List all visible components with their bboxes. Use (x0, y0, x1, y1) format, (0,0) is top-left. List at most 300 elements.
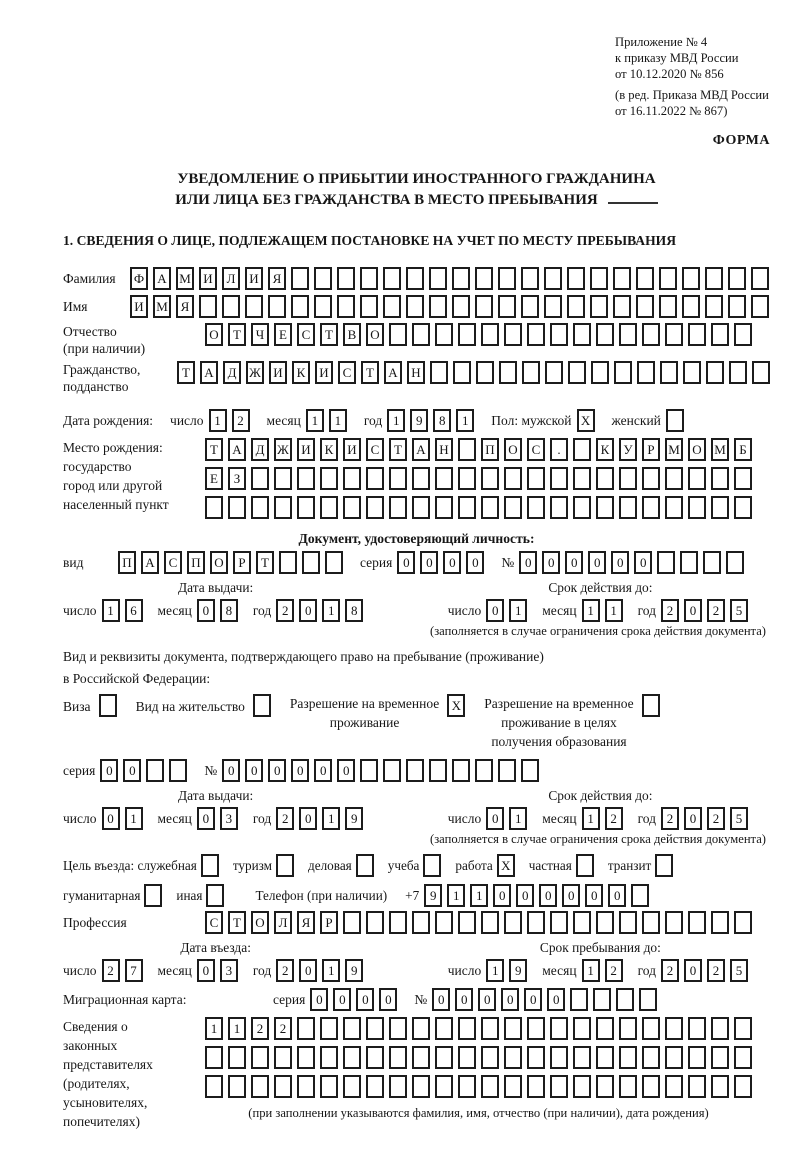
cell-box[interactable] (734, 1075, 752, 1098)
cell-box[interactable] (665, 1017, 683, 1040)
cell-box[interactable]: 0 (299, 807, 317, 830)
cell-box[interactable] (412, 1046, 430, 1069)
cell-box[interactable] (619, 1046, 637, 1069)
cell-box[interactable] (504, 323, 522, 346)
cell-box[interactable]: X (577, 409, 595, 432)
cell-box[interactable] (711, 467, 729, 490)
cell-box[interactable] (642, 911, 660, 934)
cell-box[interactable] (636, 295, 654, 318)
cell-box[interactable]: Т (205, 438, 223, 461)
cell-box[interactable]: А (412, 438, 430, 461)
cell-box[interactable] (430, 361, 448, 384)
cell-box[interactable] (550, 911, 568, 934)
cell-box[interactable]: 0 (684, 959, 702, 982)
cell-box[interactable] (734, 323, 752, 346)
cell-box[interactable] (99, 694, 117, 717)
cell-box[interactable]: 1 (205, 1017, 223, 1040)
cell-box[interactable]: О (688, 438, 706, 461)
cell-box[interactable] (683, 361, 701, 384)
cell-box[interactable] (458, 1017, 476, 1040)
cell-box[interactable] (642, 1017, 660, 1040)
cell-box[interactable]: 1 (470, 884, 488, 907)
cell-box[interactable]: 0 (291, 759, 309, 782)
cell-box[interactable]: 1 (456, 409, 474, 432)
cell-box[interactable]: С (366, 438, 384, 461)
cell-box[interactable]: 1 (605, 599, 623, 622)
cell-box[interactable] (297, 1046, 315, 1069)
cell-box[interactable] (642, 467, 660, 490)
cell-box[interactable]: Т (228, 911, 246, 934)
cell-box[interactable]: 0 (524, 988, 542, 1011)
cell-box[interactable] (435, 1046, 453, 1069)
cell-box[interactable] (389, 1075, 407, 1098)
cell-box[interactable] (291, 267, 309, 290)
cell-box[interactable]: Р (320, 911, 338, 934)
cell-box[interactable] (642, 323, 660, 346)
cell-box[interactable]: 0 (585, 884, 603, 907)
cell-box[interactable] (545, 361, 563, 384)
cell-box[interactable]: 0 (608, 884, 626, 907)
cell-box[interactable] (619, 467, 637, 490)
cell-box[interactable]: 2 (232, 409, 250, 432)
cell-box[interactable] (550, 496, 568, 519)
cell-box[interactable]: 9 (345, 959, 363, 982)
cell-box[interactable] (251, 1046, 269, 1069)
cell-box[interactable] (412, 911, 430, 934)
cell-box[interactable]: Б (734, 438, 752, 461)
cell-box[interactable] (688, 467, 706, 490)
cell-box[interactable]: 0 (420, 551, 438, 574)
cell-box[interactable] (567, 295, 585, 318)
cell-box[interactable]: О (205, 323, 223, 346)
cell-box[interactable] (613, 267, 631, 290)
cell-box[interactable]: 1 (387, 409, 405, 432)
cell-box[interactable] (201, 854, 219, 877)
cell-box[interactable]: Т (177, 361, 195, 384)
cell-box[interactable] (274, 1046, 292, 1069)
cell-box[interactable]: 1 (509, 599, 527, 622)
cell-box[interactable] (343, 911, 361, 934)
cell-box[interactable]: А (153, 267, 171, 290)
cell-box[interactable] (550, 1017, 568, 1040)
cell-box[interactable] (734, 1017, 752, 1040)
cell-box[interactable] (429, 295, 447, 318)
cell-box[interactable]: И (130, 295, 148, 318)
cell-box[interactable] (429, 759, 447, 782)
cell-box[interactable]: 1 (322, 599, 340, 622)
cell-box[interactable]: 0 (299, 599, 317, 622)
cell-box[interactable]: Е (205, 467, 223, 490)
cell-box[interactable] (481, 911, 499, 934)
cell-box[interactable]: 2 (661, 959, 679, 982)
cell-box[interactable]: Р (642, 438, 660, 461)
cell-box[interactable] (383, 759, 401, 782)
cell-box[interactable] (205, 1075, 223, 1098)
cell-box[interactable] (356, 854, 374, 877)
cell-box[interactable] (228, 1075, 246, 1098)
cell-box[interactable] (320, 467, 338, 490)
cell-box[interactable] (657, 551, 675, 574)
cell-box[interactable] (222, 295, 240, 318)
cell-box[interactable] (314, 267, 332, 290)
cell-box[interactable] (729, 361, 747, 384)
cell-box[interactable]: 0 (478, 988, 496, 1011)
cell-box[interactable] (660, 361, 678, 384)
cell-box[interactable]: 2 (276, 599, 294, 622)
cell-box[interactable] (576, 854, 594, 877)
cell-box[interactable] (665, 911, 683, 934)
cell-box[interactable] (481, 496, 499, 519)
cell-box[interactable] (659, 295, 677, 318)
cell-box[interactable]: 2 (102, 959, 120, 982)
cell-box[interactable] (343, 1017, 361, 1040)
cell-box[interactable] (337, 267, 355, 290)
cell-box[interactable] (659, 267, 677, 290)
cell-box[interactable]: В (343, 323, 361, 346)
cell-box[interactable]: И (343, 438, 361, 461)
cell-box[interactable]: А (200, 361, 218, 384)
cell-box[interactable]: Т (256, 551, 274, 574)
cell-box[interactable] (343, 496, 361, 519)
cell-box[interactable] (688, 323, 706, 346)
cell-box[interactable] (206, 884, 224, 907)
cell-box[interactable] (682, 295, 700, 318)
cell-box[interactable] (665, 467, 683, 490)
cell-box[interactable]: Н (435, 438, 453, 461)
cell-box[interactable]: 0 (197, 599, 215, 622)
cell-box[interactable]: 0 (397, 551, 415, 574)
cell-box[interactable]: 1 (209, 409, 227, 432)
cell-box[interactable] (527, 1075, 545, 1098)
cell-box[interactable]: 0 (356, 988, 374, 1011)
cell-box[interactable] (521, 267, 539, 290)
cell-box[interactable] (504, 467, 522, 490)
cell-box[interactable]: . (550, 438, 568, 461)
cell-box[interactable]: 1 (125, 807, 143, 830)
cell-box[interactable]: И (297, 438, 315, 461)
cell-box[interactable]: У (619, 438, 637, 461)
cell-box[interactable]: Д (223, 361, 241, 384)
cell-box[interactable] (458, 1075, 476, 1098)
cell-box[interactable]: 0 (455, 988, 473, 1011)
cell-box[interactable] (435, 911, 453, 934)
cell-box[interactable]: Е (274, 323, 292, 346)
cell-box[interactable] (276, 854, 294, 877)
cell-box[interactable]: 0 (486, 807, 504, 830)
cell-box[interactable]: И (315, 361, 333, 384)
cell-box[interactable] (205, 1046, 223, 1069)
cell-box[interactable]: 0 (197, 807, 215, 830)
cell-box[interactable]: С (164, 551, 182, 574)
cell-box[interactable] (703, 551, 721, 574)
cell-box[interactable] (711, 1046, 729, 1069)
cell-box[interactable]: 9 (509, 959, 527, 982)
cell-box[interactable] (412, 1075, 430, 1098)
cell-box[interactable]: Ф (130, 267, 148, 290)
cell-box[interactable] (253, 694, 271, 717)
cell-box[interactable] (527, 1046, 545, 1069)
cell-box[interactable] (639, 988, 657, 1011)
cell-box[interactable] (458, 911, 476, 934)
cell-box[interactable] (343, 467, 361, 490)
cell-box[interactable] (476, 361, 494, 384)
cell-box[interactable] (245, 295, 263, 318)
cell-box[interactable] (406, 267, 424, 290)
cell-box[interactable] (734, 496, 752, 519)
cell-box[interactable] (504, 496, 522, 519)
cell-box[interactable] (751, 295, 769, 318)
cell-box[interactable]: М (153, 295, 171, 318)
cell-box[interactable] (596, 1075, 614, 1098)
cell-box[interactable]: 0 (197, 959, 215, 982)
cell-box[interactable]: 0 (516, 884, 534, 907)
cell-box[interactable] (728, 295, 746, 318)
cell-box[interactable] (734, 1046, 752, 1069)
cell-box[interactable] (711, 1017, 729, 1040)
cell-box[interactable] (389, 911, 407, 934)
cell-box[interactable] (665, 323, 683, 346)
cell-box[interactable] (614, 361, 632, 384)
cell-box[interactable]: 1 (509, 807, 527, 830)
cell-box[interactable] (619, 1075, 637, 1098)
cell-box[interactable] (481, 467, 499, 490)
cell-box[interactable] (705, 267, 723, 290)
cell-box[interactable] (688, 1075, 706, 1098)
cell-box[interactable]: А (384, 361, 402, 384)
cell-box[interactable] (637, 361, 655, 384)
cell-box[interactable]: П (187, 551, 205, 574)
cell-box[interactable]: 8 (345, 599, 363, 622)
cell-box[interactable]: 9 (410, 409, 428, 432)
cell-box[interactable] (573, 1075, 591, 1098)
cell-box[interactable]: 1 (486, 959, 504, 982)
cell-box[interactable] (458, 438, 476, 461)
cell-box[interactable] (642, 1046, 660, 1069)
cell-box[interactable]: 0 (102, 807, 120, 830)
cell-box[interactable]: Р (233, 551, 251, 574)
cell-box[interactable] (228, 496, 246, 519)
cell-box[interactable] (481, 323, 499, 346)
cell-box[interactable]: 1 (306, 409, 324, 432)
cell-box[interactable] (169, 759, 187, 782)
cell-box[interactable] (251, 496, 269, 519)
cell-box[interactable]: 6 (125, 599, 143, 622)
cell-box[interactable] (343, 1075, 361, 1098)
cell-box[interactable] (521, 759, 539, 782)
cell-box[interactable] (705, 295, 723, 318)
cell-box[interactable]: 5 (730, 599, 748, 622)
cell-box[interactable] (423, 854, 441, 877)
cell-box[interactable] (568, 361, 586, 384)
cell-box[interactable] (665, 1046, 683, 1069)
cell-box[interactable] (475, 759, 493, 782)
cell-box[interactable]: 3 (220, 807, 238, 830)
cell-box[interactable]: 2 (661, 807, 679, 830)
cell-box[interactable] (527, 1017, 545, 1040)
cell-box[interactable]: Я (176, 295, 194, 318)
cell-box[interactable]: П (481, 438, 499, 461)
cell-box[interactable]: А (228, 438, 246, 461)
cell-box[interactable]: 0 (684, 807, 702, 830)
cell-box[interactable] (711, 323, 729, 346)
cell-box[interactable] (527, 911, 545, 934)
cell-box[interactable]: Д (251, 438, 269, 461)
cell-box[interactable]: 2 (251, 1017, 269, 1040)
cell-box[interactable] (435, 496, 453, 519)
cell-box[interactable] (642, 694, 660, 717)
cell-box[interactable] (360, 267, 378, 290)
cell-box[interactable]: 0 (466, 551, 484, 574)
cell-box[interactable]: 0 (432, 988, 450, 1011)
cell-box[interactable] (570, 988, 588, 1011)
cell-box[interactable]: 0 (493, 884, 511, 907)
cell-box[interactable] (360, 295, 378, 318)
cell-box[interactable] (613, 295, 631, 318)
cell-box[interactable]: 7 (125, 959, 143, 982)
cell-box[interactable] (751, 267, 769, 290)
cell-box[interactable]: 0 (519, 551, 537, 574)
cell-box[interactable] (297, 1017, 315, 1040)
cell-box[interactable]: М (665, 438, 683, 461)
cell-box[interactable] (412, 467, 430, 490)
cell-box[interactable] (573, 1046, 591, 1069)
cell-box[interactable] (343, 1046, 361, 1069)
cell-box[interactable] (458, 1046, 476, 1069)
cell-box[interactable] (573, 1017, 591, 1040)
cell-box[interactable]: 1 (228, 1017, 246, 1040)
cell-box[interactable]: 5 (730, 807, 748, 830)
cell-box[interactable]: С (205, 911, 223, 934)
cell-box[interactable] (268, 295, 286, 318)
cell-box[interactable] (228, 1046, 246, 1069)
cell-box[interactable]: 0 (588, 551, 606, 574)
cell-box[interactable] (498, 295, 516, 318)
cell-box[interactable]: К (320, 438, 338, 461)
cell-box[interactable] (728, 267, 746, 290)
cell-box[interactable] (302, 551, 320, 574)
cell-box[interactable] (475, 295, 493, 318)
cell-box[interactable] (389, 467, 407, 490)
cell-box[interactable] (481, 1017, 499, 1040)
cell-box[interactable] (573, 911, 591, 934)
cell-box[interactable] (596, 323, 614, 346)
cell-box[interactable] (665, 496, 683, 519)
cell-box[interactable] (366, 1075, 384, 1098)
cell-box[interactable] (631, 884, 649, 907)
cell-box[interactable]: 0 (542, 551, 560, 574)
cell-box[interactable]: 0 (299, 959, 317, 982)
cell-box[interactable]: 0 (245, 759, 263, 782)
cell-box[interactable] (320, 1046, 338, 1069)
cell-box[interactable] (297, 1075, 315, 1098)
cell-box[interactable] (366, 911, 384, 934)
cell-box[interactable] (337, 295, 355, 318)
cell-box[interactable] (711, 1075, 729, 1098)
cell-box[interactable] (452, 295, 470, 318)
cell-box[interactable] (734, 911, 752, 934)
cell-box[interactable] (642, 496, 660, 519)
cell-box[interactable] (616, 988, 634, 1011)
cell-box[interactable] (567, 267, 585, 290)
cell-box[interactable] (550, 467, 568, 490)
cell-box[interactable] (320, 1017, 338, 1040)
cell-box[interactable]: З (228, 467, 246, 490)
cell-box[interactable] (291, 295, 309, 318)
cell-box[interactable] (481, 1046, 499, 1069)
cell-box[interactable] (279, 551, 297, 574)
cell-box[interactable] (205, 496, 223, 519)
cell-box[interactable] (146, 759, 164, 782)
cell-box[interactable] (383, 295, 401, 318)
cell-box[interactable]: 0 (562, 884, 580, 907)
cell-box[interactable]: 0 (100, 759, 118, 782)
cell-box[interactable]: 0 (443, 551, 461, 574)
cell-box[interactable] (360, 759, 378, 782)
cell-box[interactable] (711, 496, 729, 519)
cell-box[interactable]: 0 (611, 551, 629, 574)
cell-box[interactable]: С (338, 361, 356, 384)
cell-box[interactable] (596, 467, 614, 490)
cell-box[interactable] (458, 467, 476, 490)
cell-box[interactable]: О (210, 551, 228, 574)
cell-box[interactable] (688, 1017, 706, 1040)
cell-box[interactable] (726, 551, 744, 574)
cell-box[interactable] (458, 496, 476, 519)
cell-box[interactable] (596, 1017, 614, 1040)
cell-box[interactable]: Т (361, 361, 379, 384)
cell-box[interactable] (499, 361, 517, 384)
cell-box[interactable]: 0 (486, 599, 504, 622)
cell-box[interactable] (550, 323, 568, 346)
cell-box[interactable] (591, 361, 609, 384)
cell-box[interactable] (590, 295, 608, 318)
cell-box[interactable]: 0 (337, 759, 355, 782)
cell-box[interactable] (619, 1017, 637, 1040)
cell-box[interactable] (642, 1075, 660, 1098)
cell-box[interactable]: 2 (605, 959, 623, 982)
cell-box[interactable] (366, 496, 384, 519)
cell-box[interactable] (655, 854, 673, 877)
cell-box[interactable] (688, 496, 706, 519)
cell-box[interactable]: 9 (345, 807, 363, 830)
cell-box[interactable] (325, 551, 343, 574)
cell-box[interactable]: О (251, 911, 269, 934)
cell-box[interactable] (504, 1046, 522, 1069)
cell-box[interactable] (711, 911, 729, 934)
cell-box[interactable] (435, 1075, 453, 1098)
cell-box[interactable] (412, 496, 430, 519)
cell-box[interactable] (522, 361, 540, 384)
cell-box[interactable] (383, 267, 401, 290)
cell-box[interactable]: 0 (314, 759, 332, 782)
cell-box[interactable] (682, 267, 700, 290)
cell-box[interactable] (366, 467, 384, 490)
cell-box[interactable]: 2 (276, 959, 294, 982)
cell-box[interactable]: М (711, 438, 729, 461)
cell-box[interactable] (498, 267, 516, 290)
cell-box[interactable]: Л (274, 911, 292, 934)
cell-box[interactable] (573, 467, 591, 490)
cell-box[interactable]: 1 (322, 959, 340, 982)
cell-box[interactable] (619, 323, 637, 346)
cell-box[interactable] (389, 1046, 407, 1069)
cell-box[interactable] (680, 551, 698, 574)
cell-box[interactable]: Ж (274, 438, 292, 461)
cell-box[interactable]: 0 (547, 988, 565, 1011)
cell-box[interactable]: П (118, 551, 136, 574)
cell-box[interactable]: 2 (661, 599, 679, 622)
cell-box[interactable]: 0 (501, 988, 519, 1011)
